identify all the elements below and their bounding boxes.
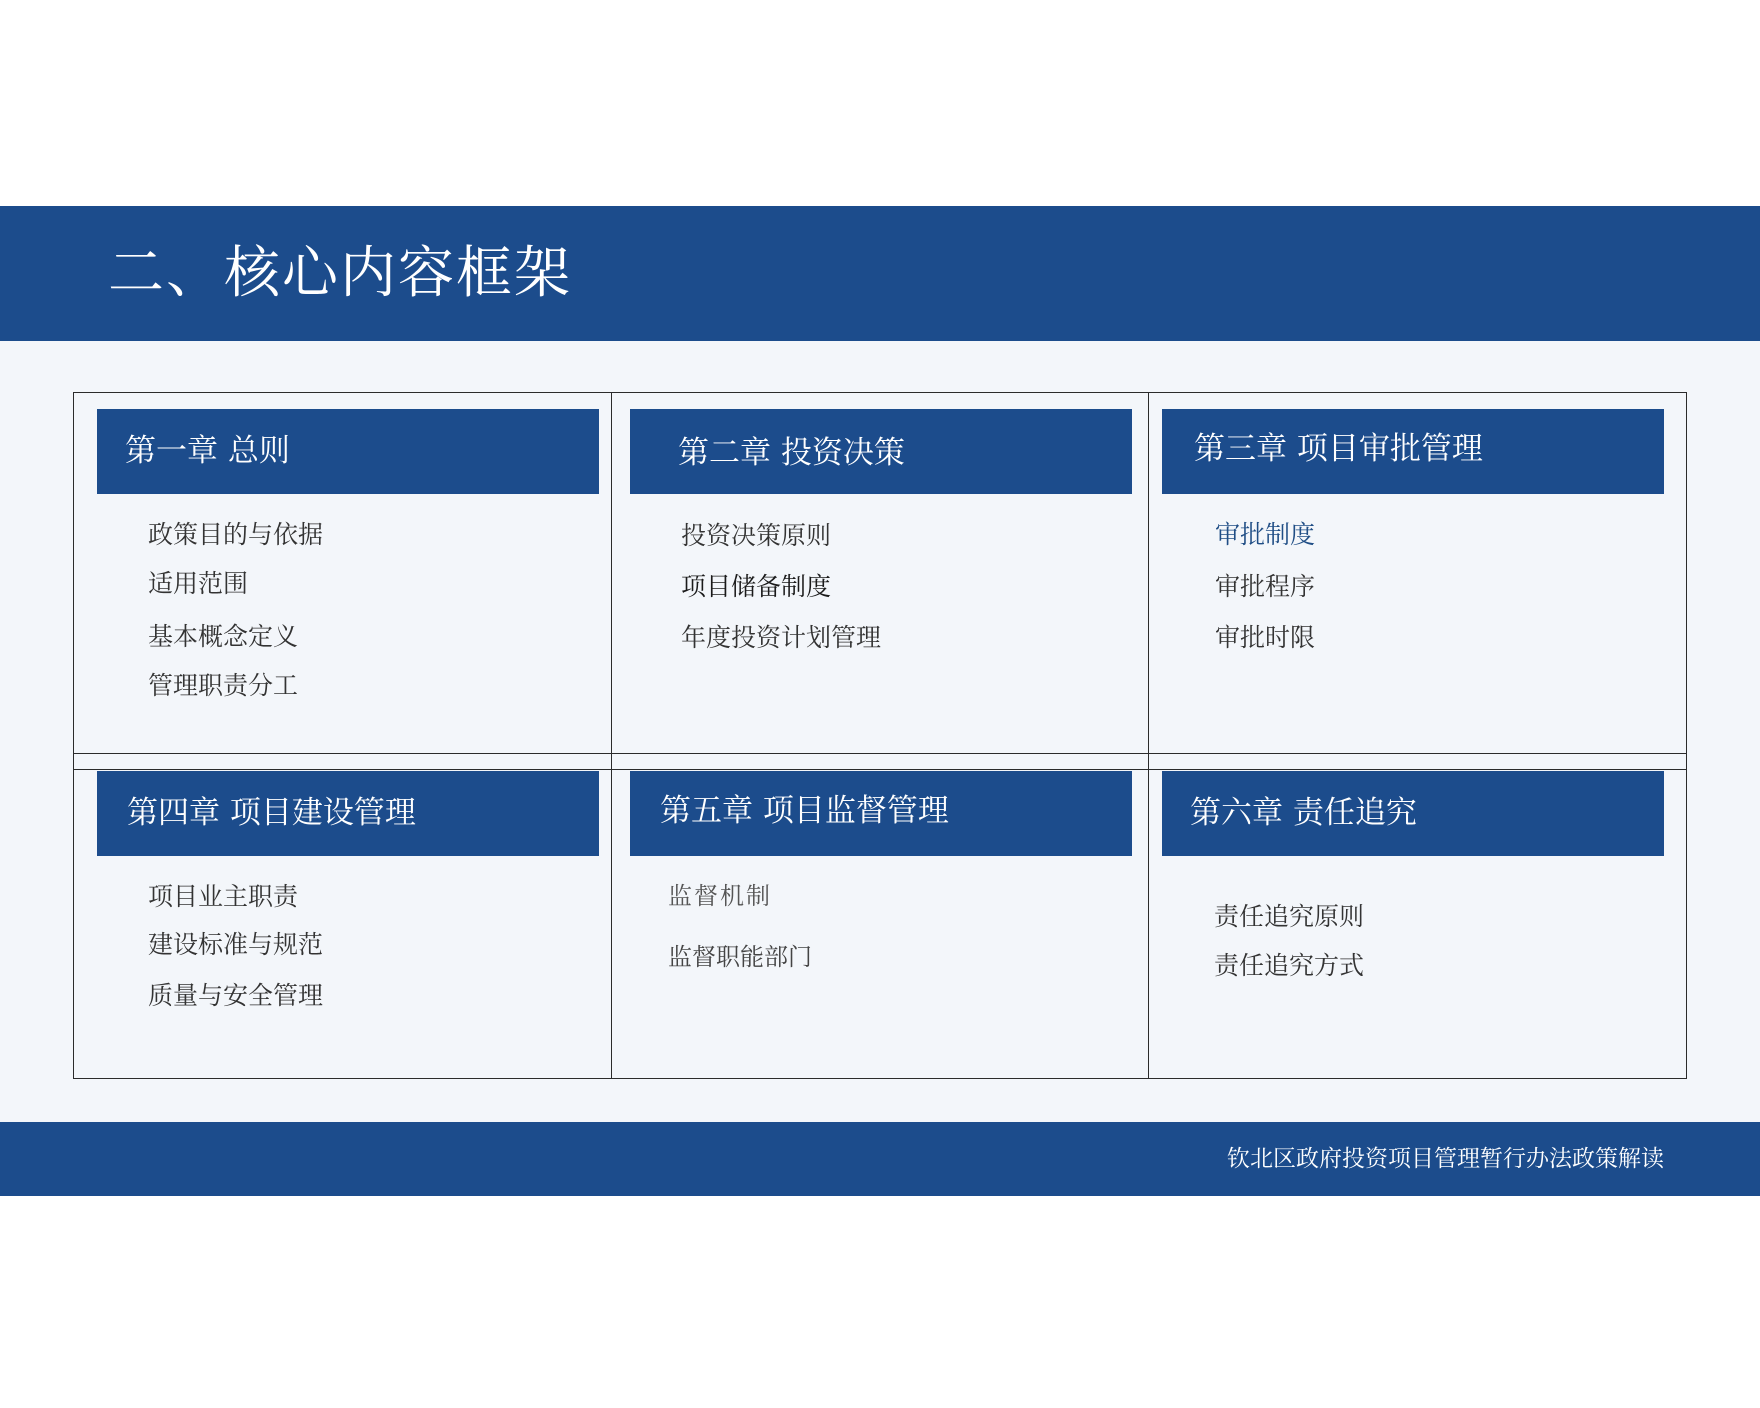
chapter-4-item-1: 项目业主职责 [148,882,299,911]
chapter-2-item-2: 项目储备制度 [681,572,832,601]
chapter-4-header [97,771,599,856]
chapter-5-title: 第五章 项目监督管理 [660,793,949,829]
chapter-grid [73,392,1687,1079]
grid-divider-vertical-1 [611,393,612,1078]
chapter-3-item-2: 审批程序 [1215,572,1316,601]
chapter-3-header [1162,409,1664,494]
chapter-4-item-3: 质量与安全管理 [148,981,324,1010]
chapter-6-title: 第六章 责任追究 [1190,795,1417,831]
chapter-6-item-2: 责任追究方式 [1214,951,1365,980]
chapter-1-item-4: 管理职责分工 [148,671,299,700]
grid-divider-horizontal-2 [74,769,1686,770]
chapter-1-header [97,409,599,494]
chapter-5-item-2: 监督职能部门 [668,943,812,971]
chapter-4-item-2: 建设标准与规范 [148,930,324,959]
chapter-6-header [1162,771,1664,856]
chapter-2-title: 第二章 投资决策 [678,435,905,471]
chapter-1-title: 第一章 总则 [125,433,290,469]
chapter-3-title: 第三章 项目审批管理 [1194,431,1483,467]
grid-divider-vertical-2 [1148,393,1149,1078]
chapter-2-header [630,409,1132,494]
chapter-5-header [630,771,1132,856]
slide [0,206,1760,1196]
chapter-2-item-3: 年度投资计划管理 [681,623,882,652]
chapter-4-title: 第四章 项目建设管理 [127,795,416,831]
chapter-3-item-1: 审批制度 [1215,520,1316,549]
chapter-6-item-1: 责任追究原则 [1214,902,1365,931]
footer-bar [0,1122,1760,1196]
grid-divider-horizontal-1 [74,753,1686,754]
header-bar [0,206,1760,341]
footer-text: 钦北区政府投资项目管理暂行办法政策解读 [1227,1146,1664,1172]
chapter-2-item-1: 投资决策原则 [681,521,832,550]
chapter-1-item-3: 基本概念定义 [148,622,299,651]
chapter-1-item-2: 适用范围 [148,569,249,598]
chapter-5-item-1: 监督机制 [668,882,772,910]
chapter-1-item-1: 政策目的与依据 [148,520,324,549]
chapter-3-item-3: 审批时限 [1215,623,1316,652]
page-title: 二、核心内容框架 [108,241,572,306]
